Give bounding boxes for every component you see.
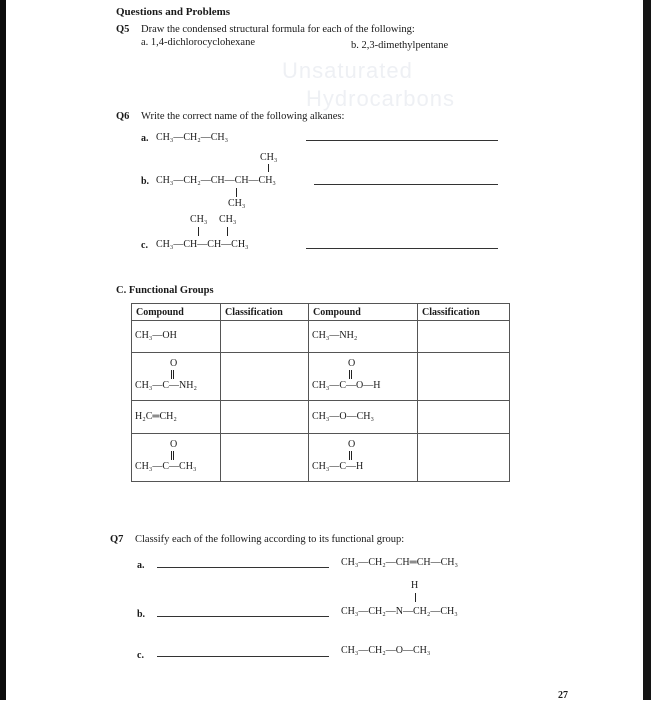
compound-ethene: H₂C═CH₂	[135, 411, 177, 422]
table-row	[132, 401, 510, 434]
q6-prompt: Write the correct name of the following alkanes:	[141, 111, 345, 122]
q5-number: Q5	[116, 24, 130, 35]
q6-b-bottom-bond	[236, 188, 237, 197]
q7-prompt: Classify each of the following according to its functional group:	[135, 534, 405, 545]
q6-c-substituent-1: CH₃	[190, 214, 208, 225]
q6-number: Q6	[116, 111, 130, 122]
scan-edge-right	[643, 0, 651, 700]
q5-prompt: Draw the condensed structural formula for each of the following:	[141, 24, 415, 35]
classification-cell[interactable]	[221, 353, 309, 401]
carbonyl-oxygen: O	[348, 439, 356, 450]
q6-a-answer-line[interactable]	[306, 140, 498, 141]
q7-b-answer-line[interactable]	[157, 616, 329, 617]
carbonyl-double-bond	[349, 451, 352, 460]
compound-methanol: CH₃—OH	[135, 330, 177, 341]
q6-c-bond-2	[227, 227, 228, 236]
carbonyl-oxygen: O	[170, 358, 178, 369]
compound-cell	[132, 353, 221, 401]
table-header-row	[132, 304, 510, 321]
q6-c-bond-1	[198, 227, 199, 236]
carbonyl-double-bond	[349, 370, 352, 379]
q7-b-hydrogen: H	[411, 580, 419, 591]
section-c-title: C. Functional Groups	[116, 285, 214, 296]
q6-c-substituent-2: CH₃	[219, 214, 237, 225]
q7-c-answer-line[interactable]	[157, 656, 329, 657]
table-row	[132, 434, 510, 482]
q6-b-label: b.	[141, 176, 150, 187]
q6-c-formula: CH₃—CH—CH—CH₃	[156, 239, 249, 250]
q6-a-label: a.	[141, 133, 149, 144]
compound-methylamine: CH₃—NH₂	[312, 330, 358, 341]
q6-c-answer-line[interactable]	[306, 248, 498, 249]
q6-a-formula: CH₃—CH₂—CH₃	[156, 132, 229, 143]
compound-cell	[132, 321, 221, 353]
q6-b-bottom-substituent: CH₃	[228, 198, 246, 209]
classification-cell[interactable]	[418, 401, 510, 434]
q6-b-top-substituent: CH₃	[260, 152, 278, 163]
scan-edge-left	[0, 0, 6, 700]
q7-a-label: a.	[137, 560, 145, 571]
table-row	[132, 321, 510, 353]
q5-item-a: a. 1,4-dichlorocyclohexane	[141, 37, 255, 48]
section-heading: Questions and Problems	[116, 6, 231, 18]
classification-cell[interactable]	[221, 321, 309, 353]
compound-cell	[309, 401, 418, 434]
carbonyl-oxygen: O	[348, 358, 356, 369]
q7-b-nh-bond	[415, 593, 416, 602]
header-classification-1: Classification	[221, 304, 309, 321]
q7-b-formula: CH₃—CH₂—N—CH₂—CH₃	[341, 606, 458, 617]
classification-cell[interactable]	[221, 401, 309, 434]
q6-b-formula: CH₃—CH₂—CH—CH—CH₃	[156, 175, 276, 186]
compound-cell	[132, 401, 221, 434]
q7-a-answer-line[interactable]	[157, 567, 329, 568]
q5-item-b: b. 2,3-dimethylpentane	[351, 40, 449, 51]
compound-dimethyl-ether: CH₃—O—CH₃	[312, 411, 374, 422]
compound-acetaldehyde: CH₃—C—H	[312, 461, 364, 472]
carbonyl-oxygen: O	[170, 439, 178, 450]
compound-cell	[132, 434, 221, 482]
classification-cell[interactable]	[418, 321, 510, 353]
q6-b-answer-line[interactable]	[314, 184, 498, 185]
page-number: 27	[558, 690, 568, 701]
compound-acetone: CH₃—C—CH₃	[135, 461, 197, 472]
q7-c-label: c.	[137, 650, 144, 661]
table-row	[132, 353, 510, 401]
watermark-line-2: Hydrocarbons	[306, 86, 455, 111]
compound-cell	[309, 353, 418, 401]
watermark-line-1: Unsaturated	[282, 58, 413, 83]
classification-cell[interactable]	[221, 434, 309, 482]
classification-cell[interactable]	[418, 434, 510, 482]
q6-b-top-bond	[268, 164, 269, 172]
functional-groups-table	[131, 303, 510, 482]
compound-cell	[309, 434, 418, 482]
header-classification-2: Classification	[418, 304, 510, 321]
carbonyl-double-bond	[171, 370, 174, 379]
compound-acetic-acid: CH₃—C—O—H	[312, 380, 381, 391]
q7-a-formula: CH₃—CH₂—CH═CH—CH₃	[341, 557, 459, 568]
classification-cell[interactable]	[418, 353, 510, 401]
header-compound-2: Compound	[309, 304, 418, 321]
compound-acetamide: CH₃—C—NH₂	[135, 380, 197, 391]
q6-c-label: c.	[141, 240, 148, 251]
compound-cell	[309, 321, 418, 353]
q7-c-formula: CH₃—CH₂—O—CH₃	[341, 645, 431, 656]
q7-number: Q7	[110, 534, 124, 545]
q7-b-label: b.	[137, 609, 146, 620]
header-compound-1: Compound	[132, 304, 221, 321]
carbonyl-double-bond	[171, 451, 174, 460]
